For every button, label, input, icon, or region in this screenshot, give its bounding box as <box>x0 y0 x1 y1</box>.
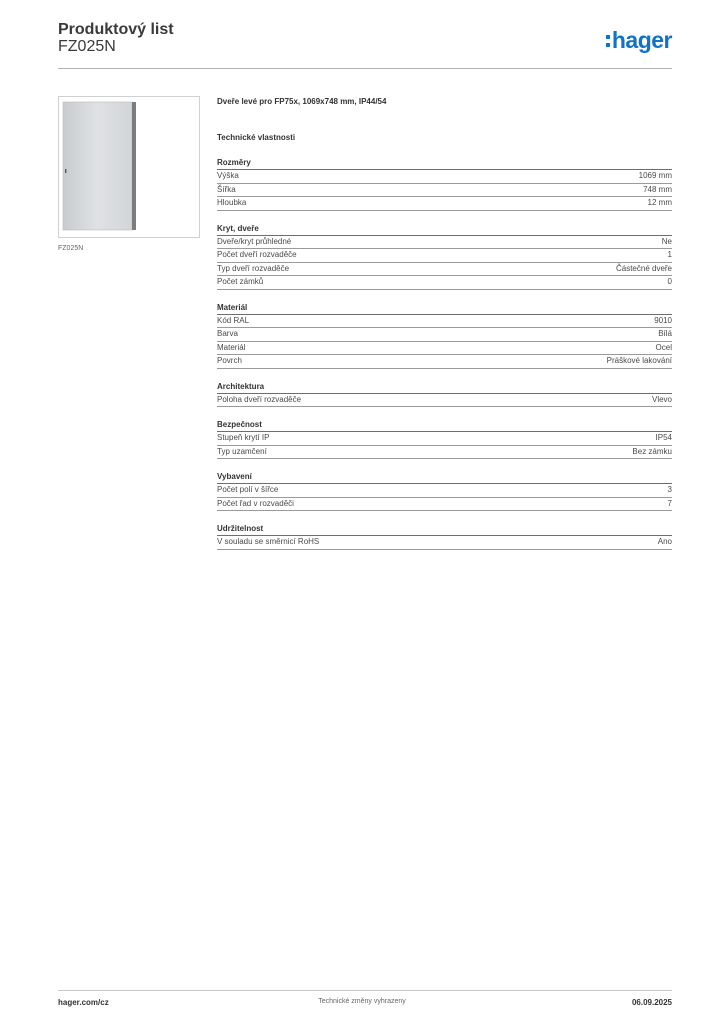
spec-value: 1069 mm <box>638 171 672 180</box>
spec-label: Typ dveří rozvaděče <box>217 263 290 273</box>
spec-value: 3 <box>667 485 672 494</box>
spec-value: 748 mm <box>643 184 672 194</box>
spec-value: 0 <box>667 277 672 286</box>
spec-label: Počet zámků <box>217 277 264 286</box>
spec-section <box>217 381 672 408</box>
spec-label: Výška <box>217 171 239 180</box>
spec-row <box>217 328 672 342</box>
section-title: Rozměry <box>217 157 672 170</box>
spec-row <box>217 263 672 277</box>
spec-value: 12 mm <box>647 198 672 207</box>
image-caption: FZ025N <box>58 245 84 252</box>
spec-value: 1 <box>667 250 672 259</box>
spec-row <box>217 236 672 250</box>
spec-value: 7 <box>667 498 672 508</box>
spec-label: Povrch <box>217 356 242 365</box>
product-details <box>217 96 672 550</box>
spec-label: Počet polí v šířce <box>217 485 279 494</box>
spec-value: Částečné dveře <box>615 263 672 273</box>
product-image <box>58 96 200 238</box>
spec-label: Šířka <box>217 184 236 194</box>
spec-section <box>217 523 672 550</box>
section-title: Kryt, dveře <box>217 223 672 236</box>
spec-section <box>217 157 672 211</box>
footer-divider <box>58 990 672 991</box>
spec-row <box>217 342 672 356</box>
spec-row <box>217 355 672 369</box>
spec-row <box>217 394 672 408</box>
logo-dots-icon <box>606 35 610 47</box>
spec-value: Ano <box>657 537 672 546</box>
section-title: Udržitelnost <box>217 523 672 536</box>
spec-section <box>217 419 672 459</box>
section-title: Vybavení <box>217 471 672 484</box>
hager-logo <box>606 29 672 52</box>
spec-label: Typ uzamčení <box>217 446 267 456</box>
spec-label: Počet dveří rozvaděče <box>217 250 297 259</box>
section-title: Bezpečnost <box>217 419 672 432</box>
spec-section <box>217 471 672 511</box>
spec-row <box>217 184 672 198</box>
spec-row <box>217 315 672 329</box>
section-title: Architektura <box>217 381 672 394</box>
spec-sections <box>217 157 672 550</box>
spec-row <box>217 536 672 550</box>
spec-label: Stupeň krytí IP <box>217 433 270 442</box>
spec-label: Barva <box>217 329 238 338</box>
spec-label: Poloha dveří rozvaděče <box>217 394 302 404</box>
door-panel-image <box>59 97 201 239</box>
spec-label: V souladu se směrnicí RoHS <box>217 537 320 546</box>
spec-value: Bílá <box>658 329 672 338</box>
spec-row <box>217 432 672 446</box>
spec-row <box>217 170 672 184</box>
header-divider <box>58 68 672 69</box>
spec-row <box>217 197 672 211</box>
technical-heading: Technické vlastnosti <box>217 133 296 142</box>
footer-website: hager.com/cz <box>58 998 109 1007</box>
spec-value: Bez zámku <box>632 446 672 456</box>
spec-value: 9010 <box>654 315 672 325</box>
spec-row <box>217 498 672 512</box>
spec-value: IP54 <box>655 433 672 442</box>
product-description: Dveře levé pro FP75x, 1069x748 mm, IP44/54 <box>217 97 387 106</box>
footer-date: 06.09.2025 <box>631 998 672 1007</box>
spec-row <box>217 249 672 263</box>
spec-label: Hloubka <box>217 198 247 207</box>
spec-section <box>217 223 672 290</box>
spec-value: Vlevo <box>651 394 672 404</box>
spec-value: Práškové lakování <box>606 356 672 365</box>
spec-value: Ne <box>661 236 672 246</box>
footer-note: Technické změny vyhrazeny <box>318 998 406 1005</box>
product-code: FZ025N <box>58 38 116 55</box>
spec-label: Dveře/kryt průhledné <box>217 236 292 246</box>
spec-row <box>217 276 672 290</box>
spec-section <box>217 302 672 369</box>
page-title: Produktový list <box>58 21 174 38</box>
section-title: Materiál <box>217 302 672 315</box>
spec-row <box>217 446 672 460</box>
spec-value: Ocel <box>655 342 672 352</box>
spec-row <box>217 484 672 498</box>
spec-label: Počet řad v rozvaděči <box>217 498 294 508</box>
spec-label: Materiál <box>217 342 246 352</box>
spec-label: Kód RAL <box>217 315 250 325</box>
logo-text: hager <box>611 27 672 53</box>
